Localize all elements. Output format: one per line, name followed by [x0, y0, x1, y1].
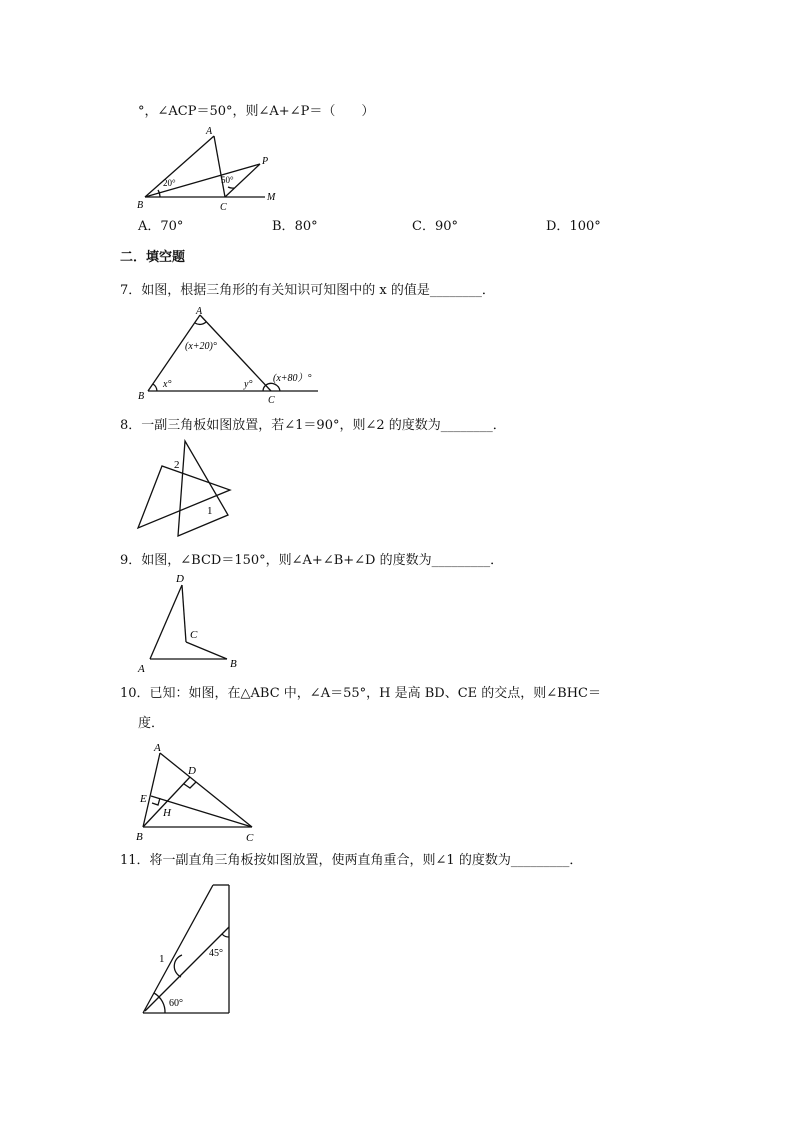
q7-figure [130, 303, 330, 406]
q9-segment-ad [150, 585, 182, 659]
q10-label-b: B [136, 831, 143, 843]
q9-label-d: D [176, 573, 184, 585]
q7-segment-ab [148, 315, 200, 391]
q8-question: 8．一副三角板如图放置，若∠1＝90°，则∠2 的度数为________． [120, 418, 506, 433]
q6-angle-c-label: 50° [221, 175, 234, 185]
q9-question: 9．如图，∠BCD＝150°，则∠A+∠B+∠D 的度数为_________． [120, 553, 504, 568]
q7-exterior-label: (x+80）° [273, 373, 312, 384]
q6-option-a[interactable]: A．70° [138, 219, 184, 234]
q11-question: 11．将一副直角三角板按如图放置，使两直角重合，则∠1 的度数为_________． [120, 853, 583, 868]
q8-label-1: 1 [207, 505, 213, 517]
q6-segment-ab [145, 136, 214, 197]
q9-label-b: B [230, 658, 237, 670]
q7-angle-b-arc [153, 384, 157, 391]
q7-label-c: C [268, 395, 275, 406]
q11-angle-45-arc [222, 934, 229, 937]
q10-segment-ac [160, 753, 252, 827]
q10-label-h: H [163, 807, 171, 819]
q6-label-p: P [262, 156, 269, 167]
q7-label-a: A [196, 306, 203, 317]
q9-segment-cb [186, 642, 227, 659]
q8-label-2: 2 [174, 459, 180, 471]
q8-triangle-right [178, 441, 228, 536]
q6-option-d[interactable]: D．100° [546, 219, 601, 234]
q6-label-a: A [206, 126, 213, 137]
q7-segment-ac [200, 315, 271, 391]
q7-angle-b-label: x° [163, 379, 172, 390]
q10-label-d: D [188, 765, 196, 777]
q6-label-b: B [137, 200, 144, 211]
q9-segment-dc [182, 585, 186, 642]
q9-figure [130, 570, 250, 675]
q6-line-tail: °，∠ACP＝50°，则∠A+∠P＝（ ） [138, 104, 375, 119]
q10-question-line2: 度． [138, 716, 165, 731]
q7-angle-a-label: (x+20)° [185, 341, 217, 352]
q6-segment-ac [214, 136, 225, 197]
q10-figure [130, 740, 265, 845]
q9-label-a: A [138, 663, 145, 675]
q6-angle-b-label: 20° [163, 178, 176, 188]
q11-label-45: 45° [209, 948, 223, 959]
q6-option-b[interactable]: B．80° [272, 219, 318, 234]
q11-label-60: 60° [169, 998, 183, 1009]
q6-label-m: M [267, 192, 276, 203]
q6-figure [130, 120, 300, 215]
q8-triangle-left [138, 466, 230, 528]
q11-angle-1-arc [174, 955, 182, 977]
q7-angle-c-arc [263, 385, 266, 391]
q11-hypotenuse-60 [143, 885, 213, 1013]
q10-segment-ab [143, 753, 160, 827]
q6-label-c: C [220, 202, 227, 213]
q9-label-c: C [190, 629, 198, 641]
q10-label-a: A [154, 742, 161, 754]
q6-option-c[interactable]: C．90° [412, 219, 458, 234]
section-2-heading: 二．填空题 [120, 250, 186, 265]
q7-question: 7．如图，根据三角形的有关知识可知图中的 x 的值是________． [120, 283, 495, 298]
q11-hypotenuse-45 [145, 927, 229, 1011]
q6-angle-c-arc [228, 187, 234, 188]
q10-right-angle-d [184, 782, 196, 788]
q10-label-c: C [246, 832, 254, 844]
q7-angle-a-arc [195, 322, 206, 324]
q10-label-e: E [140, 793, 147, 805]
q10-altitude-bd [143, 777, 190, 827]
q7-label-b: B [138, 391, 145, 402]
q11-label-1: 1 [159, 953, 165, 965]
q10-question-line1: 10．已知：如图，在△ABC 中，∠A＝55°，H 是高 BD、CE 的交点，则∠BHC＝ [120, 686, 602, 701]
q11-figure [135, 880, 245, 1020]
q8-figure [130, 438, 240, 533]
q7-angle-c-label: y° [244, 379, 253, 390]
